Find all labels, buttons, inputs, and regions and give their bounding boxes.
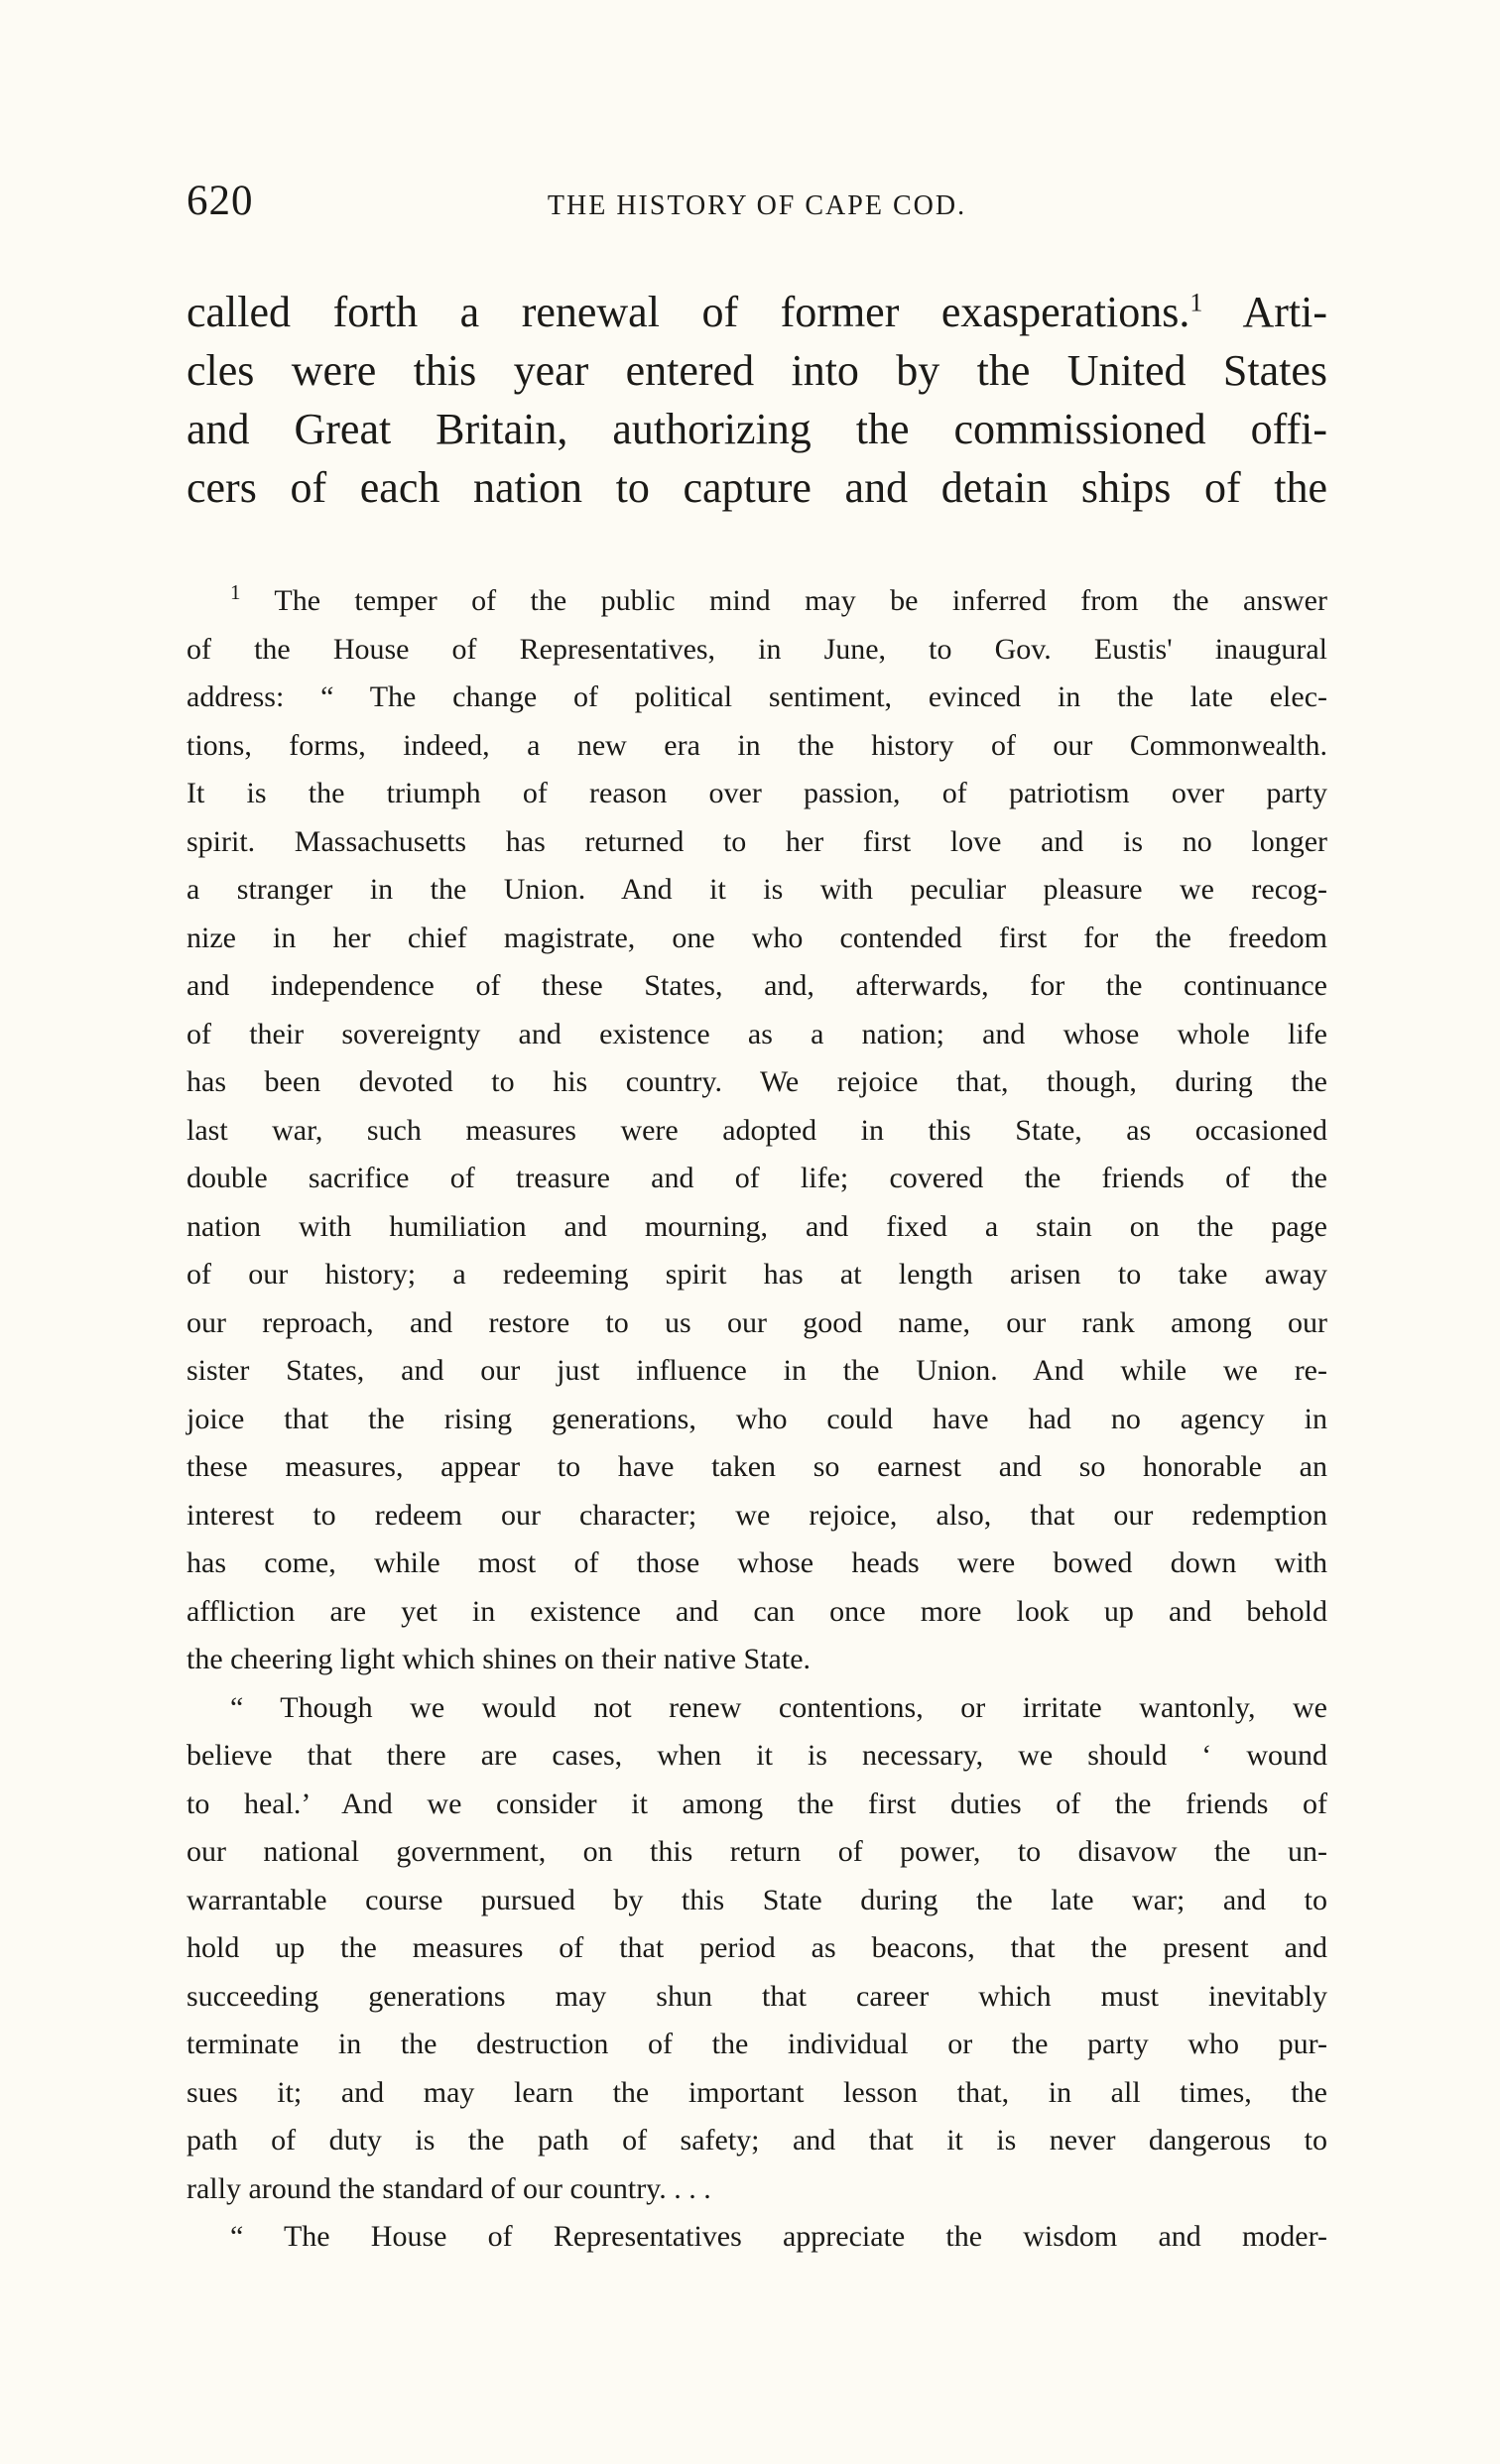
footnote-line: our reproach, and restore to us our good name, our rank among our <box>187 1305 1327 1339</box>
footnote-line: “ The House of Representatives appreciate the wisdom and moder- <box>230 2220 1327 2253</box>
footnote-line: last war, such measures were adopted in this State, as occasioned <box>187 1113 1327 1147</box>
footnote-line: nation with humiliation and mourning, and fixed a stain on the page <box>187 1209 1327 1243</box>
footnote-line: double sacrifice of treasure and of life; covered the friends of the <box>187 1162 1327 1194</box>
footnote-line: has come, while most of those whose heads were bowed down with <box>187 1546 1327 1579</box>
running-head <box>187 177 1327 236</box>
footnote-line: interest to redeem our character; we rejoice, also, that our redemption <box>187 1498 1327 1532</box>
page-number: 620 <box>187 178 254 224</box>
footnote-line: these measures, appear to have taken so earnest and so honorable an <box>187 1450 1327 1483</box>
footnote-line: our national government, on this return of power, to disavow the un- <box>187 1835 1327 1868</box>
body-line <box>187 283 1327 341</box>
footnote-line: sister States, and our just influence in the Union. And while we re- <box>187 1354 1327 1387</box>
running-title: THE HISTORY OF CAPE COD. <box>547 190 967 221</box>
footnote-line: “ Though we would not renew contentions, or irritate wantonly, we <box>230 1690 1327 1724</box>
footnote-reference: 1 <box>1189 288 1203 317</box>
footnote-line: to heal.’ And we consider it among the first duties of the friends of <box>187 1786 1327 1820</box>
footnote-line-text: The temper of the public mind may be inferred from the answer <box>274 584 1327 617</box>
footnote-marker: 1 <box>230 580 241 604</box>
footnote-line: address: “ The change of political sentiment, evinced in the late elec- <box>187 680 1327 713</box>
body-line: and Great Britain, authorizing the commissioned offi- <box>187 405 1327 453</box>
footnote-line: It is the triumph of reason over passion, of patriotism over party <box>187 777 1327 809</box>
footnote-line: a stranger in the Union. And it is with peculiar pleasure we recog- <box>187 873 1327 906</box>
footnote-line: hold up the measures of that period as beacons, that the present and <box>187 1931 1327 1964</box>
footnote-line: terminate in the destruction of the individual or the party who pur- <box>187 2028 1327 2060</box>
footnote-line: of our history; a redeeming spirit has at length arisen to take away <box>187 1258 1327 1291</box>
footnote-line: warrantable course pursued by this State during the late war; and to <box>187 1883 1327 1916</box>
footnote-line: affliction are yet in existence and can once more look up and behold <box>187 1594 1327 1628</box>
footnote-line: of their sovereignty and existence as a nation; and whose whole life <box>187 1017 1327 1050</box>
footnote-line: path of duty is the path of safety; and that it is never dangerous to <box>187 2124 1327 2156</box>
footnote-line: and independence of these States, and, afterwards, for the continuance <box>187 969 1327 1002</box>
body-line: cers of each nation to capture and detain ships of the <box>187 463 1327 512</box>
footnote <box>187 577 1327 2262</box>
footnote-line: rally around the standard of our country. . . . <box>187 2171 711 2205</box>
footnote-line: of the House of Representatives, in June, to Gov. Eustis' inaugural <box>187 632 1327 666</box>
footnote-line: nize in her chief magistrate, one who contended first for the freedom <box>187 921 1327 954</box>
footnote-line: sues it; and may learn the important lesson that, in all times, the <box>187 2075 1327 2109</box>
footnote-line: tions, forms, indeed, a new era in the history of our Commonwealth. <box>187 728 1327 762</box>
footnote-line: spirit. Massachusetts has returned to her first love and is no longer <box>187 824 1327 858</box>
body-line-text: called forth a renewal of former exasperations. <box>187 288 1190 336</box>
footnote-line: the cheering light which shines on their native State. <box>187 1643 812 1675</box>
footnote-line: joice that the rising generations, who could have had no agency in <box>187 1402 1327 1435</box>
body-line: cles were this year entered into by the United States <box>187 346 1327 395</box>
footnote-line <box>187 577 1327 626</box>
footnote-line: succeeding generations may shun that career which must inevitably <box>187 1979 1327 2013</box>
footnote-line: has been devoted to his country. We rejoice that, though, during the <box>187 1065 1327 1098</box>
body-text <box>187 283 1327 517</box>
body-line-text: Arti- <box>1242 288 1327 336</box>
footnote-line: believe that there are cases, when it is necessary, we should ‘ wound <box>187 1739 1327 1772</box>
